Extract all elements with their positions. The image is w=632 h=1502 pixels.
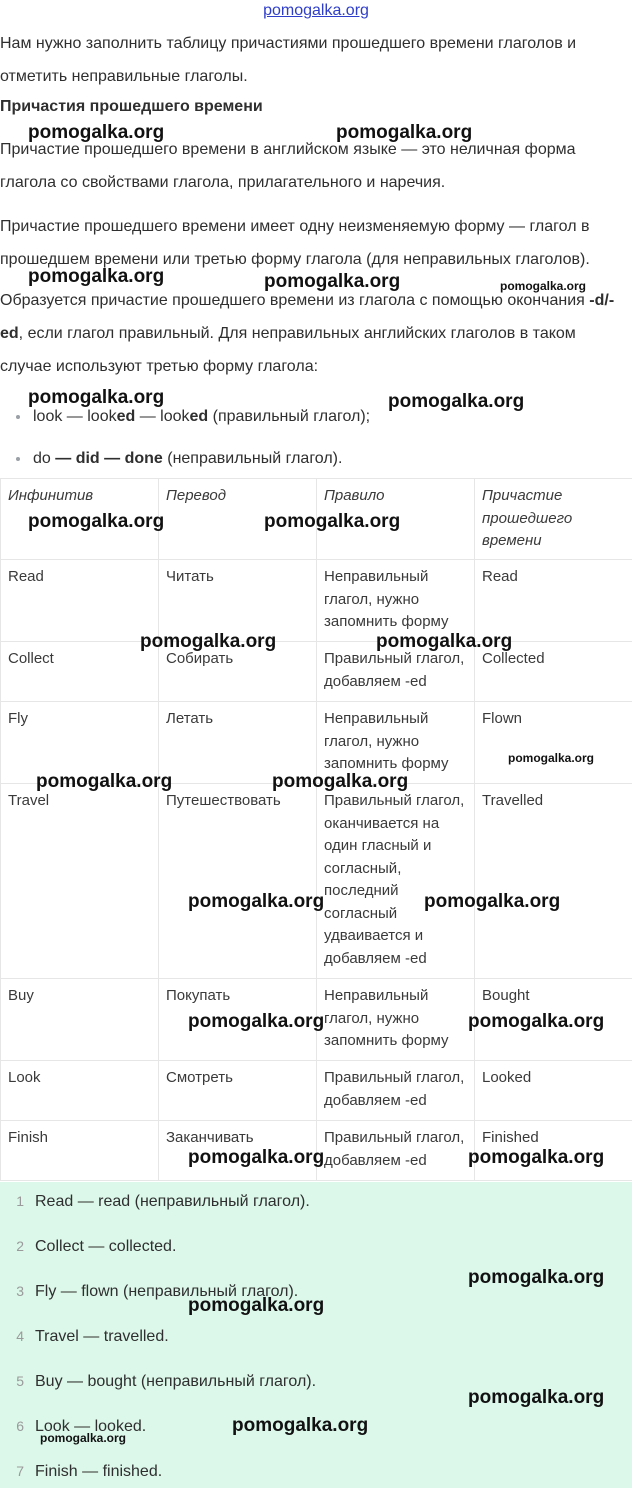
table-cell: Путешествовать [159,784,317,979]
table-cell: Collected [475,642,632,702]
table-cell: Заканчивать [159,1121,317,1181]
answer-text: Collect — collected. [35,1238,176,1255]
watermark: pomogalka.org [28,266,164,288]
answer-text: Finish — finished. [35,1463,162,1480]
table-cell: Travel [1,784,159,979]
watermark: pomogalka.org [188,1147,324,1169]
list-item [0,1277,632,1322]
table-cell: Правильный глагол, добавляем -ed [317,642,475,702]
answer-number: 2 [0,1232,24,1260]
watermark: pomogalka.org [508,751,594,765]
examples-list [0,400,370,484]
watermark: pomogalka.org [264,271,400,293]
answer-number: 7 [0,1457,24,1485]
table-header-row [1,479,632,560]
table-cell: Правильный глагол, оканчивается на один гласный и согласный, последний согласный удваивается и добавляем -ed [317,784,475,979]
table-cell: Неправильный глагол, нужно запомнить форму [317,702,475,784]
answer-number: 3 [0,1277,24,1305]
answer-number: 5 [0,1367,24,1395]
example-text: do [33,450,55,467]
table-cell: Read [1,560,159,642]
column-header: Правило [317,479,475,560]
table-row [1,1121,632,1181]
table-row [1,702,632,784]
table-row [1,979,632,1061]
table-row [1,642,632,702]
watermark: pomogalka.org [264,511,400,533]
participles-table [0,478,632,1181]
watermark: pomogalka.org [468,1011,604,1033]
table-cell: Buy [1,979,159,1061]
table-cell: Bought [475,979,632,1061]
list-item [0,1457,632,1502]
list-item [0,1232,632,1277]
list-item [0,1412,632,1457]
table-cell: Читать [159,560,317,642]
answer-text: Look — looked. [35,1418,146,1435]
example-text: (неправильный глагол). [163,450,343,467]
table-cell: Неправильный глагол, нужно запомнить форму [317,560,475,642]
list-item [0,1322,632,1367]
table-cell: Правильный глагол, добавляем -ed [317,1061,475,1121]
answers-list [0,1182,632,1502]
table-cell: Collect [1,642,159,702]
answer-text: Buy — bought (неправильный глагол). [35,1373,316,1390]
table-cell: Покупать [159,979,317,1061]
watermark: pomogalka.org [468,1147,604,1169]
formation-text-start: Образуется причастие прошедшего времени из глагола с помощью окончания [0,292,589,309]
watermark: pomogalka.org [272,771,408,793]
formation-text-end: , если глагол правильный. Для неправильных английских глаголов в таком случае используют третью форму глагола: [0,325,576,375]
watermark: pomogalka.org [36,771,172,793]
answer-text: Travel — travelled. [35,1328,169,1345]
intro-paragraph: Нам нужно заполнить таблицу причастиями прошедшего времени глаголов и отметить неправильные глаголы. [0,27,630,93]
table-cell: Read [475,560,632,642]
example-text: look — look [33,408,117,425]
watermark: pomogalka.org [140,631,276,653]
watermark: pomogalka.org [40,1431,126,1445]
list-item [0,1367,632,1412]
table-row [1,784,632,979]
definition-paragraph: Причастие прошедшего времени в английском языке — это неличная форма глагола со свойствами глагола, прилагательного и наречия. [0,133,630,199]
table-cell: Fly [1,702,159,784]
answer-text: Fly — flown (неправильный глагол). [35,1283,298,1300]
table-cell: Look [1,1061,159,1121]
watermark: pomogalka.org [468,1267,604,1289]
example-text: (правильный глагол); [208,408,370,425]
table-cell: Летать [159,702,317,784]
site-header-link[interactable]: pomogalka.org [0,2,632,20]
table-cell: Looked [475,1061,632,1121]
watermark: pomogalka.org [468,1387,604,1409]
example-text: — look [135,408,189,425]
section-heading: Причастия прошедшего времени [0,98,263,116]
watermark: pomogalka.org [188,1011,324,1033]
table-cell: Неправильный глагол, нужно запомнить форму [317,979,475,1061]
example-bold: ed [190,408,209,425]
watermark: pomogalka.org [188,891,324,913]
example-bold: — did — done [55,450,163,467]
watermark: pomogalka.org [336,122,472,144]
answers-box [0,1182,632,1488]
column-header: Перевод [159,479,317,560]
table-cell: Смотреть [159,1061,317,1121]
table-cell: Finished [475,1121,632,1181]
formation-paragraph [0,284,630,383]
list-item [0,1187,632,1232]
column-header: Инфинитив [1,479,159,560]
example-bold: ed [117,408,136,425]
table-row [1,560,632,642]
table-row [1,1061,632,1121]
suffix-text: -d/-ed [0,292,614,342]
table-cell: Travelled [475,784,632,979]
watermark: pomogalka.org [28,511,164,533]
answer-text: Read — read (неправильный глагол). [35,1193,310,1210]
answer-number: 1 [0,1187,24,1215]
watermark: pomogalka.org [188,1295,324,1317]
table-cell: Finish [1,1121,159,1181]
form-paragraph: Причастие прошедшего времени имеет одну неизменяемую форму — глагол в прошедшем времени или третью форму глагола (для неправильных глаголов). [0,210,630,276]
table-cell: Правильный глагол, добавляем -ed [317,1121,475,1181]
table-cell: Собирать [159,642,317,702]
watermark: pomogalka.org [232,1415,368,1437]
watermark: pomogalka.org [424,891,560,913]
answer-number: 6 [0,1412,24,1440]
watermark: pomogalka.org [388,391,524,413]
watermark: pomogalka.org [28,387,164,409]
watermark: pomogalka.org [376,631,512,653]
watermark: pomogalka.org [500,279,586,293]
answer-number: 4 [0,1322,24,1350]
list-item [0,400,370,442]
watermark: pomogalka.org [28,122,164,144]
table-cell: Flown [475,702,632,784]
column-header: Причастие прошедшего времени [475,479,632,560]
